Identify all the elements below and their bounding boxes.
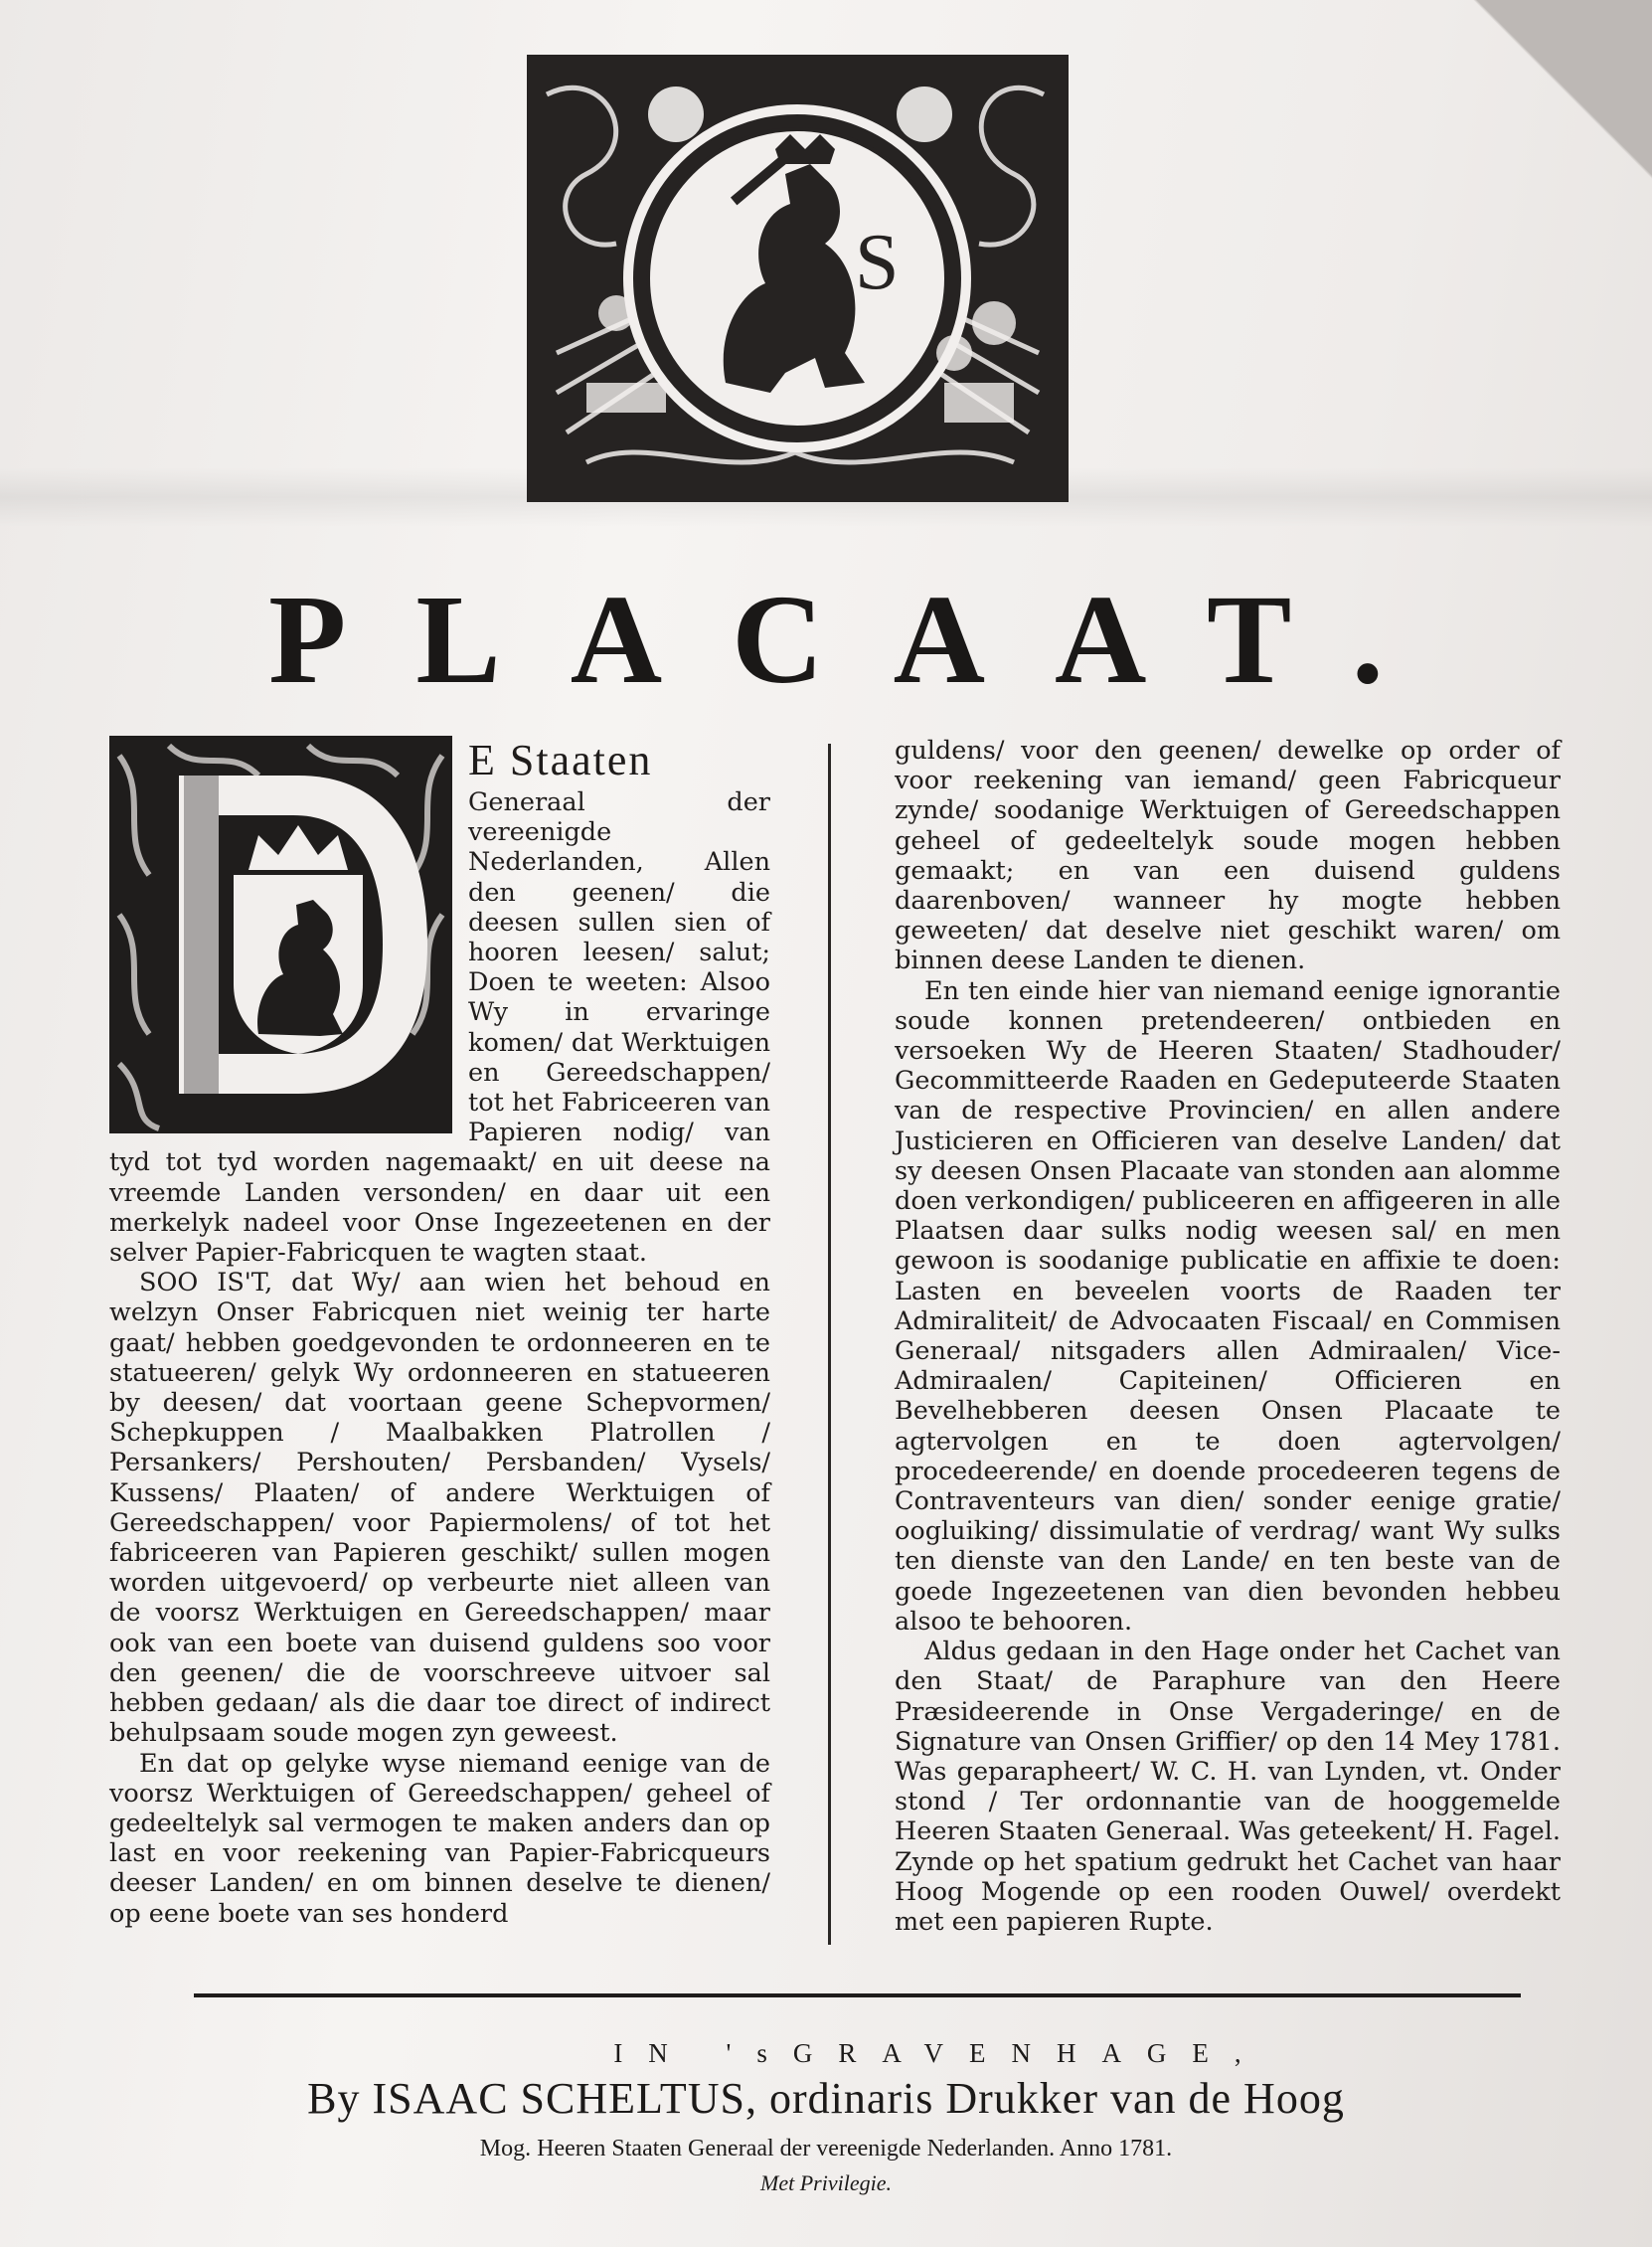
lion-arms-woodcut-icon: [527, 55, 1069, 502]
folded-corner: [1274, 0, 1652, 418]
svg-text:S: S: [855, 219, 900, 306]
manufacture-paragraph: En dat op gelyke wyse niemand eenige van de voorsz Werktuigen of Gereedschappen/ geheel of gedeeltelyk sal vermogen te maken anders dan op last en voor reekening van Papier-Fabricqueurs deeser Landen/ en om binnen deselve te dienen/ op eene boete van ses honderd: [109, 1748, 770, 1929]
dropcap-d-icon: [109, 736, 452, 1133]
left-column: [109, 736, 770, 1929]
imprint-office: Mog. Heeren Staaten Generaal der vereenigde Nederlanden. Anno 1781.: [479, 2136, 1173, 2161]
preamble-paragraph: Generaal der vereenigde Nederlanden, Allen den geenen/ die deesen sullen sien of hooren leesen/ salut; Doen te weeten: Alsoo Wy in ervaringe komen/ dat Werktuigen en Gereedschappen/ tot het Fabriceeren van Papieren nodig/ van tyd tot tyd worden nagemaakt/ en uit deese na vreemde Landen versonden/ en daar uit een merkelyk nadeel voor Onse Ingezeetenen en der selver Papier-Fabricquen te wagten staat.: [109, 787, 770, 1269]
opening-words: E Staaten: [468, 736, 653, 784]
ordinance-paragraph: SOO IS'T, dat Wy/ aan wien het behoud en welzyn Onser Fabricquen niet weinig ter harte gaat/ hebben goedgevonden te ordonneeren en te statueeren/ gelyk Wy ordonneeren en statueeren by deesen/ dat voortaan geene Schepvormen/ Schepkuppen / Maalbakken Platrollen / Persankers/ Pershouten/ Persbanden/ Vysels/ Kussens/ Plaaten/ of andere Werktuigen of Gereedschappen/ voor Papiermolens/ of tot het fabriceeren van Papieren geschikt/ sullen mogen worden uitgevoerd/ op verbeurte niet alleen van de voorsz Werktuigen en Gereedschappen/ maar ook van een boete van duisend guldens soo voor den geenen/ die de voorschreeve uitvoer sal hebben gedaan/ als die daar toe direct of indirect behulpsaam soude mogen zyn geweest.: [109, 1268, 770, 1749]
imprint-rule: [194, 1993, 1521, 1997]
column-divider: [828, 744, 831, 1945]
imprint-printer: By ISAAC SCHELTUS, ordinaris Drukker van de Hoog: [307, 2074, 1345, 2123]
penalty-paragraph: guldens/ voor den geenen/ dewelke op order of voor reekening van iemand/ geen Fabricqueur zynde/ soodanige Werktuigen of Gereedschappen geheel of gedeeltelyk soude mogen hebben gemaakt; en van een duisend guldens daarenboven/ wanneer hy mogte hebben geweeten/ dat deselve niet geschikt waren/ om binnen deese Landen te dienen.: [895, 736, 1561, 976]
signature-paragraph: Aldus gedaan in den Hage onder het Cachet van den Staat/ de Paraphure van den Heere Præsideerende in Onse Vergaderinge/ en de Signature van Onsen Griffier/ op den 14 Mey 1781. Was geparapheert/ W. C. H. van Lynden, vt. Onder stond / Ter ordonnantie van de hooggemelde Heeren Staaten Generaal. Was geteekent/ H. Fagel. Zynde op het spatium gedrukt het Cachet van haar Hoog Mogende op een rooden Ouwel/ overdekt met een papieren Rupte.: [895, 1637, 1561, 1937]
publication-paragraph: En ten einde hier van niemand eenige ignorantie soude konnen pretendeeren/ ontbieden en versoeken Wy de Heeren Staaten/ Stadhouder/ Gecommitteerde Raaden en Gedeputeerde Staaten van de respective Provincien/ en allen andere Justicieren en Officieren van deselve Landen/ dat sy deesen Onsen Placaate van stonden aan alomme doen verkondigen/ publiceeren en affigeeren in alle Plaatsen daar sulks nodig weesen sal/ en men gewoon is soodanige publicatie en affixie te doen: Lasten en beveelen voorts de Raaden ter Admiraliteit/ de Advocaaten Fiscaal/ en Commisen Generaal/ nitsgaders allen Admiraalen/ Vice-Admiraalen/ Capiteinen/ Officieren en Bevelhebberen deesen Onsen Placaate te agtervolgen en te doen agtervolgen/ procedeerende/ en doende procedeeren tegens de Contraventeurs van dien/ sonder eenige gratie/ oogluiking/ dissimulatie of verdrag/ want Wy sulks ten dienste van den Lande/ en ten beste van de goede Ingezeetenen van dien bevonden hebbeu alsoo te behooren.: [895, 975, 1561, 1637]
imprint-city: IN 'sGRAVENHAGE,: [613, 2038, 1267, 2068]
right-column: [895, 736, 1561, 1937]
imprint-privilege: Met Privilegie.: [760, 2170, 892, 2195]
placard-title: PLACAAT.: [268, 569, 1453, 710]
